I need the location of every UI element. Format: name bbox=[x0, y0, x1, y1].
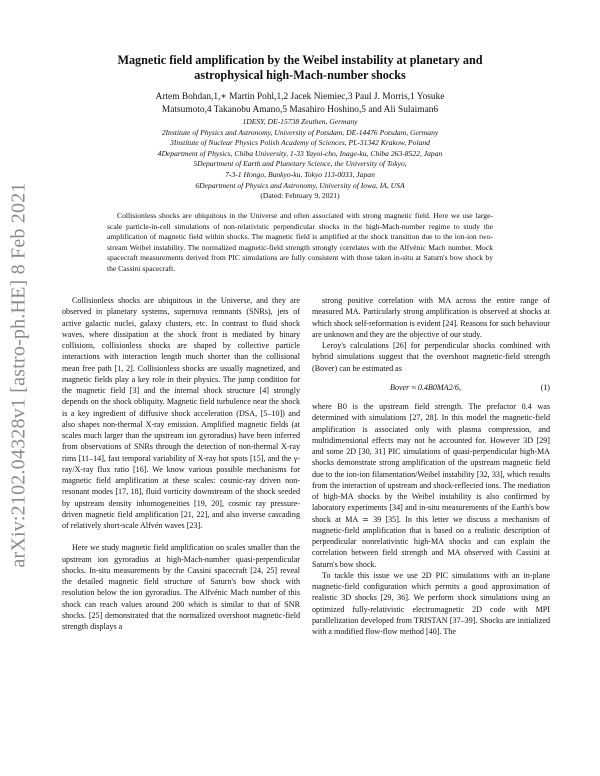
paragraph-intro: Collisionless shocks are ubiquitous in the Universe, and they are observed in planetary systems, supernova remnants (SNRs), jets of active galactic nuclei, galaxy clusters, etc. In contrast to fluid shock waves, where dissipation at the shock front is mediated by binary collisions, collisionless shocks are shaped by collective particle interactions with interaction length much shorter than the collisional mean free path [1, 2]. Collisionless shocks are usually magnetized, and magnetic fields play a key role in their physics. The jump condition for the magnetic field [3] and the internal shock structure [4] strongly depends on the shock obliquity. Magnetic field turbulence near the shock is a key ingredient of diffusive shock acceleration (DSA, [5–10]) and also shapes non-thermal X-ray emission. Amplified magnetic fields (at scales much larger than the upstream ion gyroradius) have been inferred from observations of SNRs through the detection of non-thermal X-ray rims [11–14], fast temporal variability of X-ray hot spots [15], and the γ-ray/X-ray flux ratio [16]. We know various possible mechanisms for magnetic field amplification at these scales: cosmic-ray driven non-resonant modes [17, 18], fluid vorticity downstream of the shock seeded by upstream density inhomogeneities [19, 20], cosmic ray pressure-driven magnetic field amplification [21, 22], and also inverse cascading of relatively short-scale Alfvén waves [23]. bbox=[62, 296, 300, 530]
paragraph-correlation: strong positive correlation with MA across the entire range of measured MA. Particularly strong amplification is observed at shocks at which shock self-reformation is evident [24]. Reasons for such behaviour are unknown and they are the objective of our study. bbox=[312, 296, 550, 339]
affiliation-2: 2Institute of Physics and Astronomy, University of Potsdam, DE-14476 Potsdam, Germany bbox=[161, 127, 439, 137]
affiliation-3: 3Institute of Nuclear Physics Polish Academy of Sciences, PL-31342 Krakow, Poland bbox=[170, 138, 430, 148]
affiliations bbox=[80, 117, 520, 202]
affiliation-1: 1DESY, DE-15738 Zeuthen, Germany bbox=[242, 117, 358, 126]
paragraph-study: Here we study magnetic field amplification on scales smaller than the upstream ion gyroradius at high-Mach-number quasi-perpendicular shocks. In-situ measurements by the Cassini spacecraft [24, 25] reveal the detailed magnetic field structure of Saturn's bow shock with resolution below the ion gyroradius. The Alfvénic Mach number of this shock can reach values around 200 which is similar to that of SNR shocks. [25] demonstrated that the normalized overshoot magnetic-field strength displays a bbox=[62, 543, 300, 631]
affiliation-4: 4Department of Physics, Chiba University, 1-33 Yayoi-cho, Inage-ku, Chiba 263-8522, Japan bbox=[157, 148, 443, 158]
paragraph-methods: To tackle this issue we use 2D PIC simulations with an in-plane magnetic-field configuration which permits a good approximation of realistic 3D shocks [29, 36]. We perform shock simulations using an optimized fully-relativistic electromagnetic 2D code with MPI parallelization developed from TRISTAN [37–39]. Shocks are initialized with a modified flow-flow method [40]. The bbox=[312, 570, 550, 636]
affiliation-5-address: 7-3-1 Hongo, Bunkyo-ku, Tokyo 113-0033, Japan bbox=[225, 169, 375, 179]
dated-line: (Dated: February 9, 2021) bbox=[260, 191, 340, 201]
paragraph-model: where B0 is the upstream field strength. The prefactor 0.4 was determined with simulations [27, 28]. In this model the magnetic-field amplification is associated only with plasma compression, and multidimensional effects may not be accounted for. However 3D [29] and some 2D [30, 31] PIC simulations of quasi-perpendicular high-MA shocks demonstrate strong amplification of the upstream magnetic field due to the ion-ion filamentation/Weibel instability [32, 33], which results from the interaction of upstream and shock-reflected ions. The mediation of high-MA shocks by the Weibel instability is also confirmed by laboratory experiments [34] and in-situ measurements of the Earth's bow shock at MA ≃ 39 [35]. In this letter we discuss a mechanism of magnetic-field amplification that is based on a realistic description of perpendicular nonrelativistic high-MA shocks and can explain the correlation between field strength and MA observed with Cassini at Saturn's bow shock. bbox=[312, 402, 550, 569]
author-line-2: Matsumoto,4 Takanobu Amano,5 Masahiro Hoshino,5 and Ali Sulaiman6 bbox=[161, 105, 439, 115]
affiliation-5: 5Department of Earth and Planetary Science, the University of Tokyo, bbox=[193, 159, 407, 169]
arxiv-sidebar bbox=[4, 140, 34, 610]
right-column bbox=[312, 295, 550, 637]
author-list bbox=[80, 91, 520, 117]
equation-number: (1) bbox=[540, 382, 550, 392]
left-column bbox=[62, 295, 300, 632]
equation-1 bbox=[312, 382, 550, 393]
paragraph-leroy: Leroy's calculations [26] for perpendicular shocks combined with hybrid simulations suggest that the overshoot magnetic-field strength (Bover) can be estimated as bbox=[312, 341, 550, 373]
paper-title: Magnetic field amplification by the Weibel instability at planetary and astrophysical high-Mach-number shocks bbox=[117, 53, 483, 82]
equation-expression: Bover ≈ 0.4B0MA2/6, bbox=[390, 382, 461, 392]
affiliation-6: 6Department of Physics and Astronomy, University of Iowa, IA, USA bbox=[195, 180, 405, 190]
abstract bbox=[107, 211, 493, 275]
author-line-1: Artem Bohdan,1,∗ Martin Pohl,1,2 Jacek Niemiec,3 Paul J. Morris,1 Yosuke bbox=[155, 92, 445, 102]
arxiv-identifier: arXiv:2102.04328v1 [astro-ph.HE] 8 Feb 2021 bbox=[7, 182, 30, 568]
abstract-text: Collisionless shocks are ubiquitous in the Universe and often associated with strong magnetic field. Here we use large-scale particle-in-cell simulations of non-relativistic perpendicular shocks in the high-Mach-number regime to study the amplification of magnetic field within shocks. The magnetic field is amplified at the shock transition due to the ion-ion two-stream Weibel instability. The normalized magnetic-field strength strongly correlates with the Alfvénic Mach number. Mock spacecraft measurements derived from PIC simulations are fully consistent with those taken in-situ at Saturn's bow shock by the Cassini spacecraft. bbox=[107, 211, 493, 273]
